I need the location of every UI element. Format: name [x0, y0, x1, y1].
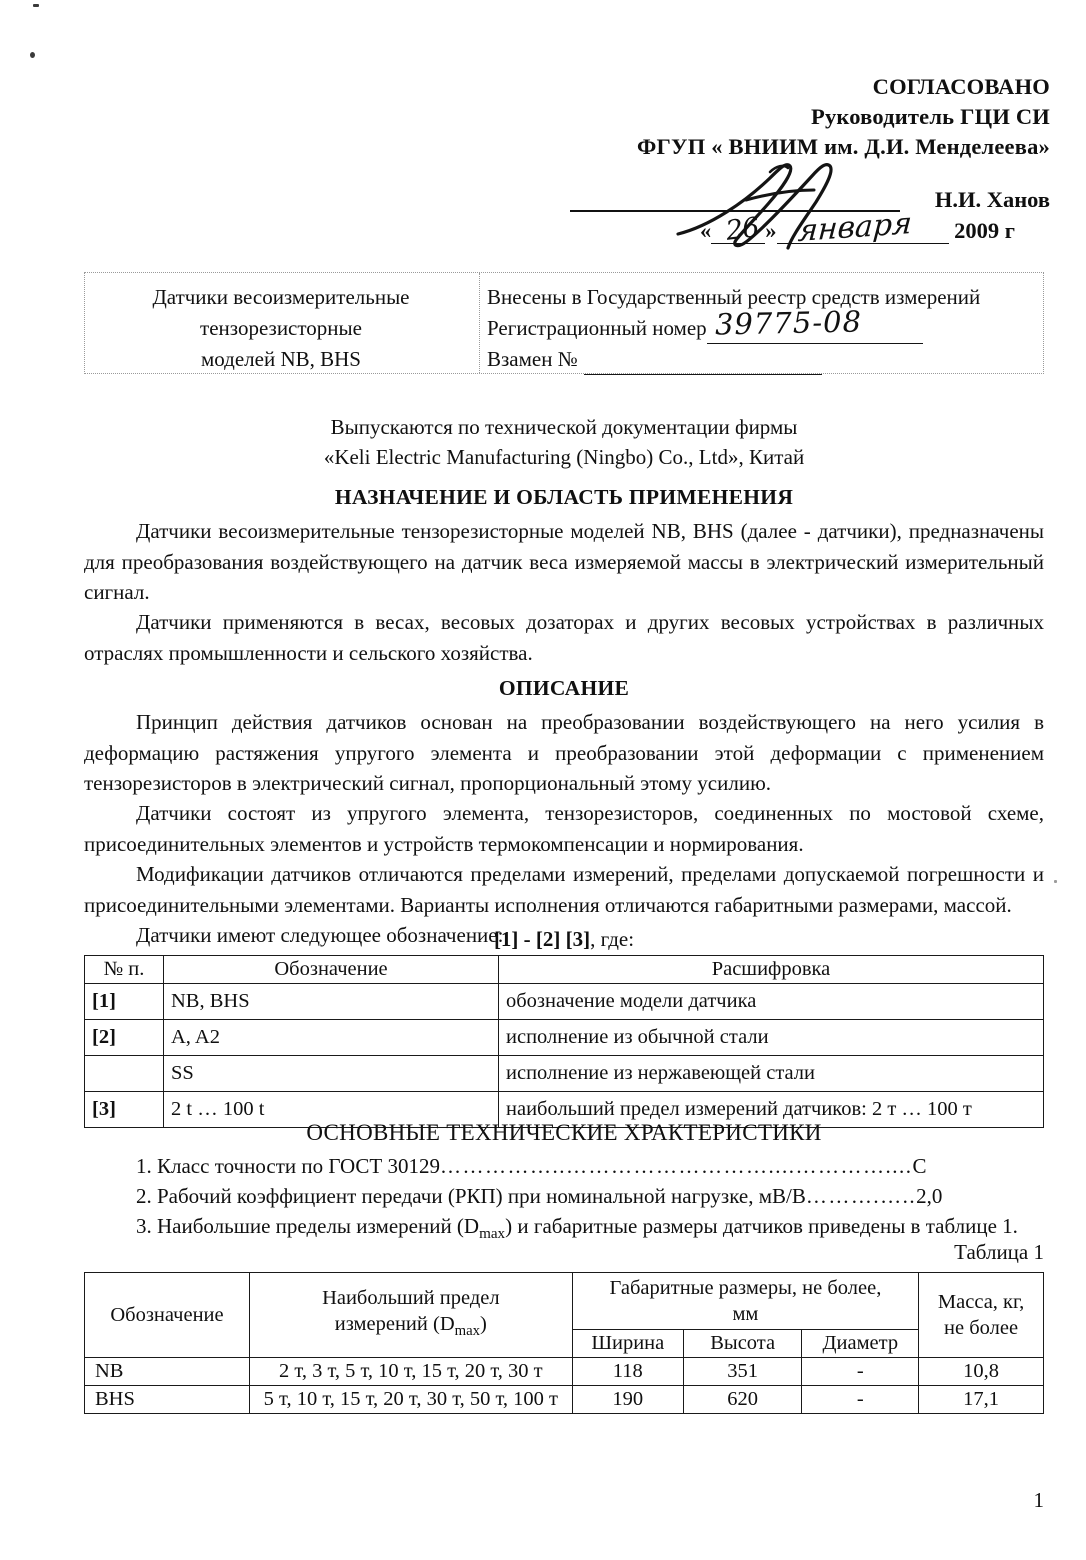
th-dims-line-2: мм — [732, 1303, 759, 1325]
signer-name: Н.И. Ханов — [934, 187, 1050, 212]
cell-designation: 2 t … 100 t — [164, 1092, 499, 1128]
spec-item-2 — [84, 1181, 1044, 1212]
designation-formula — [84, 927, 1044, 952]
th-measurement-limit: Наибольший предел измерений $(D_{max})$ — [249, 1273, 572, 1358]
approval-line-1: СОГЛАСОВАНО — [872, 74, 1050, 99]
device-title-line-2: тензорезисторные — [200, 316, 362, 340]
table-row — [85, 1358, 1044, 1386]
cell-height: 620 — [683, 1386, 802, 1414]
handwritten-registration-number: 39775-08 — [714, 304, 863, 342]
spec-1-dots: ……………..………………………....………….... — [439, 1154, 913, 1178]
spec-1-value: С — [912, 1154, 927, 1178]
cell-diameter: - — [802, 1358, 919, 1386]
designation-formula-pattern: [1] - [2] [3] — [493, 927, 591, 951]
description-heading: ОПИСАНИЕ — [498, 676, 630, 700]
spec-1-label: 1. Класс точности по ГОСТ 30129 — [136, 1154, 440, 1178]
manufacturer-line-2: «Keli Electric Manufacturing (Ningbo) Co., Ltd», Китай — [323, 445, 805, 469]
registration-device-title — [85, 282, 477, 375]
description-paragraph-3: Модификации датчиков отличаются пределами измерений, пределами допускаемой погрешности и присоединительными элементами. Варианты исполнения отличаются габаритными размерами, массой. — [84, 862, 1044, 917]
cell-height: 351 — [683, 1358, 802, 1386]
spec-2-dots: ……….….. — [805, 1184, 917, 1208]
scan-speck — [30, 52, 35, 58]
th-diameter: Диаметр — [802, 1330, 919, 1358]
handwritten-month: января — [796, 205, 914, 250]
th-dims-line-1: Габаритные размеры, не более, — [609, 1277, 882, 1299]
registration-number-line — [487, 304, 1043, 344]
page-number: 1 — [1033, 1488, 1044, 1512]
designation-formula-suffix: , где: — [590, 927, 635, 951]
date-day-blank — [711, 221, 765, 244]
description-paragraph-2: Датчики состоят из упругого элемента, тензорезисторов, соединенных по мостовой схеме, присоединительных элементов и устройств термокомпенсации и нормирования. — [84, 801, 1044, 856]
cell-width: 190 — [572, 1386, 683, 1414]
replacement-number-label: Взамен № — [487, 347, 578, 371]
table-row — [85, 1056, 1044, 1092]
cell-designation: NB — [85, 1358, 250, 1386]
th-limit-line-1: Наибольший предел — [322, 1287, 500, 1310]
cell-number: [2] — [85, 1020, 164, 1056]
signature-block — [560, 170, 1050, 256]
th-width: Ширина — [572, 1330, 683, 1358]
approval-year: 2009 г — [954, 218, 1015, 243]
scan-speck — [33, 4, 39, 7]
th-mass-line-2: не более — [944, 1317, 1019, 1339]
manufacturer-line-1: Выпускаются по технической документации фирмы — [330, 415, 798, 439]
spec-item-1 — [84, 1151, 1044, 1182]
table-header-row — [85, 1273, 1044, 1330]
cell-mass: 10,8 — [919, 1358, 1044, 1386]
registration-divider — [479, 273, 480, 373]
registration-number-blank — [707, 323, 923, 344]
specs-heading: ОСНОВНЫЕ ТЕХНИЧЕСКИЕ ХРАКТЕРИСТИКИ — [306, 1120, 822, 1145]
cell-mass: 17,1 — [919, 1386, 1044, 1414]
approval-date-row — [700, 218, 1050, 244]
registration-number-label: Регистрационный номер — [487, 316, 707, 340]
cell-meaning: обозначение модели датчика — [499, 984, 1044, 1020]
replacement-number-line — [487, 344, 1043, 375]
th-number: № п. — [85, 956, 164, 984]
cell-meaning: исполнение из обычной стали — [499, 1020, 1044, 1056]
description-paragraph-4: Датчики имеют следующее обозначение: — [136, 923, 504, 947]
purpose-paragraph-2: Датчики применяются в весах, весовых дозаторах и других весовых устройствах в различных отраслях промышленности и сельского хозяйства. — [84, 610, 1044, 665]
scan-speck — [1054, 880, 1057, 883]
date-month-blank — [777, 221, 949, 244]
cell-diameter: - — [802, 1386, 919, 1414]
th-designation: Обозначение — [85, 1273, 250, 1358]
table-header-row — [85, 956, 1044, 984]
manufacturer-block — [84, 412, 1044, 472]
table1-caption: Таблица 1 — [954, 1240, 1044, 1264]
registry-statement: Внесены в Государственный реестр средств измерений — [487, 285, 981, 309]
description-paragraph-1: Принцип действия датчиков основан на преобразовании воздействующего на него усилия в деформацию растяжения упругого элемента и преобразовании этой деформации с применением тензорезисторов в электрический сигнал, пропорциональный этому усилию. — [84, 710, 1044, 795]
th-mass-line-1: Масса, кг, — [937, 1291, 1025, 1313]
table-row — [85, 1386, 1044, 1414]
table-row — [85, 1020, 1044, 1056]
purpose-paragraph-1: Датчики весоизмерительные тензорезисторные моделей NB, BHS (далее - датчики), предназначены для преобразования воздействующего на датчик веса измеряемой массы в электрический измерительный сигнал. — [84, 519, 1044, 604]
registration-details — [487, 282, 1043, 375]
approval-header — [430, 72, 1050, 162]
cell-width: 118 — [572, 1358, 683, 1386]
cell-designation: NB, BHS — [164, 984, 499, 1020]
cell-designation: BHS — [85, 1386, 250, 1414]
cell-limits: 2 т, 3 т, 5 т, 10 т, 15 т, 20 т, 30 т — [249, 1358, 572, 1386]
cell-designation: A, A2 — [164, 1020, 499, 1056]
th-mass — [919, 1273, 1044, 1358]
cell-number: [3] — [85, 1092, 164, 1128]
th-designation: Обозначение — [164, 956, 499, 984]
table-row — [85, 984, 1044, 1020]
cell-number: [1] — [85, 984, 164, 1020]
cell-number — [85, 1056, 164, 1092]
cell-designation: SS — [164, 1056, 499, 1092]
cell-meaning: наибольший предел измерений датчиков: 2 т … 100 т — [499, 1092, 1044, 1128]
date-quote-close: » — [765, 218, 777, 243]
th-height: Высота — [683, 1330, 802, 1358]
date-quote-open: « — [700, 218, 712, 243]
spec-2-label: 2. Рабочий коэффициент передачи (РКП) при номинальной нагрузке, мВ/В — [136, 1184, 806, 1208]
spec-2-value: 2,0 — [916, 1184, 943, 1208]
cell-limits: 5 т, 10 т, 15 т, 20 т, 30 т, 50 т, 100 т — [249, 1386, 572, 1414]
purpose-heading: НАЗНАЧЕНИЕ И ОБЛАСТЬ ПРИМЕНЕНИЯ — [334, 485, 794, 509]
approval-line-2: Руководитель ГЦИ СИ — [811, 104, 1050, 129]
th-overall-dimensions — [572, 1273, 918, 1330]
approval-line-3: ФГУП « ВНИИМ им. Д.И. Менделеева» — [636, 134, 1050, 159]
cell-meaning: исполнение из нержавеющей стали — [499, 1056, 1044, 1092]
device-title-line-3: моделей NB, BHS — [200, 347, 361, 371]
dimensions-table — [84, 1272, 1044, 1414]
th-meaning: Расшифровка — [499, 956, 1044, 984]
registration-frame — [84, 272, 1044, 374]
spec-item-3: 3. Наибольшие пределы измерений $(D_{max})$ и габаритные размеры датчиков приведены в таблице 1. — [136, 1214, 1018, 1243]
device-title-line-1: Датчики весоизмерительные — [152, 285, 410, 309]
handwritten-day: 26 — [724, 212, 761, 247]
signature-rule — [570, 210, 900, 212]
replacement-number-blank — [584, 354, 822, 375]
designation-table — [84, 955, 1044, 1128]
